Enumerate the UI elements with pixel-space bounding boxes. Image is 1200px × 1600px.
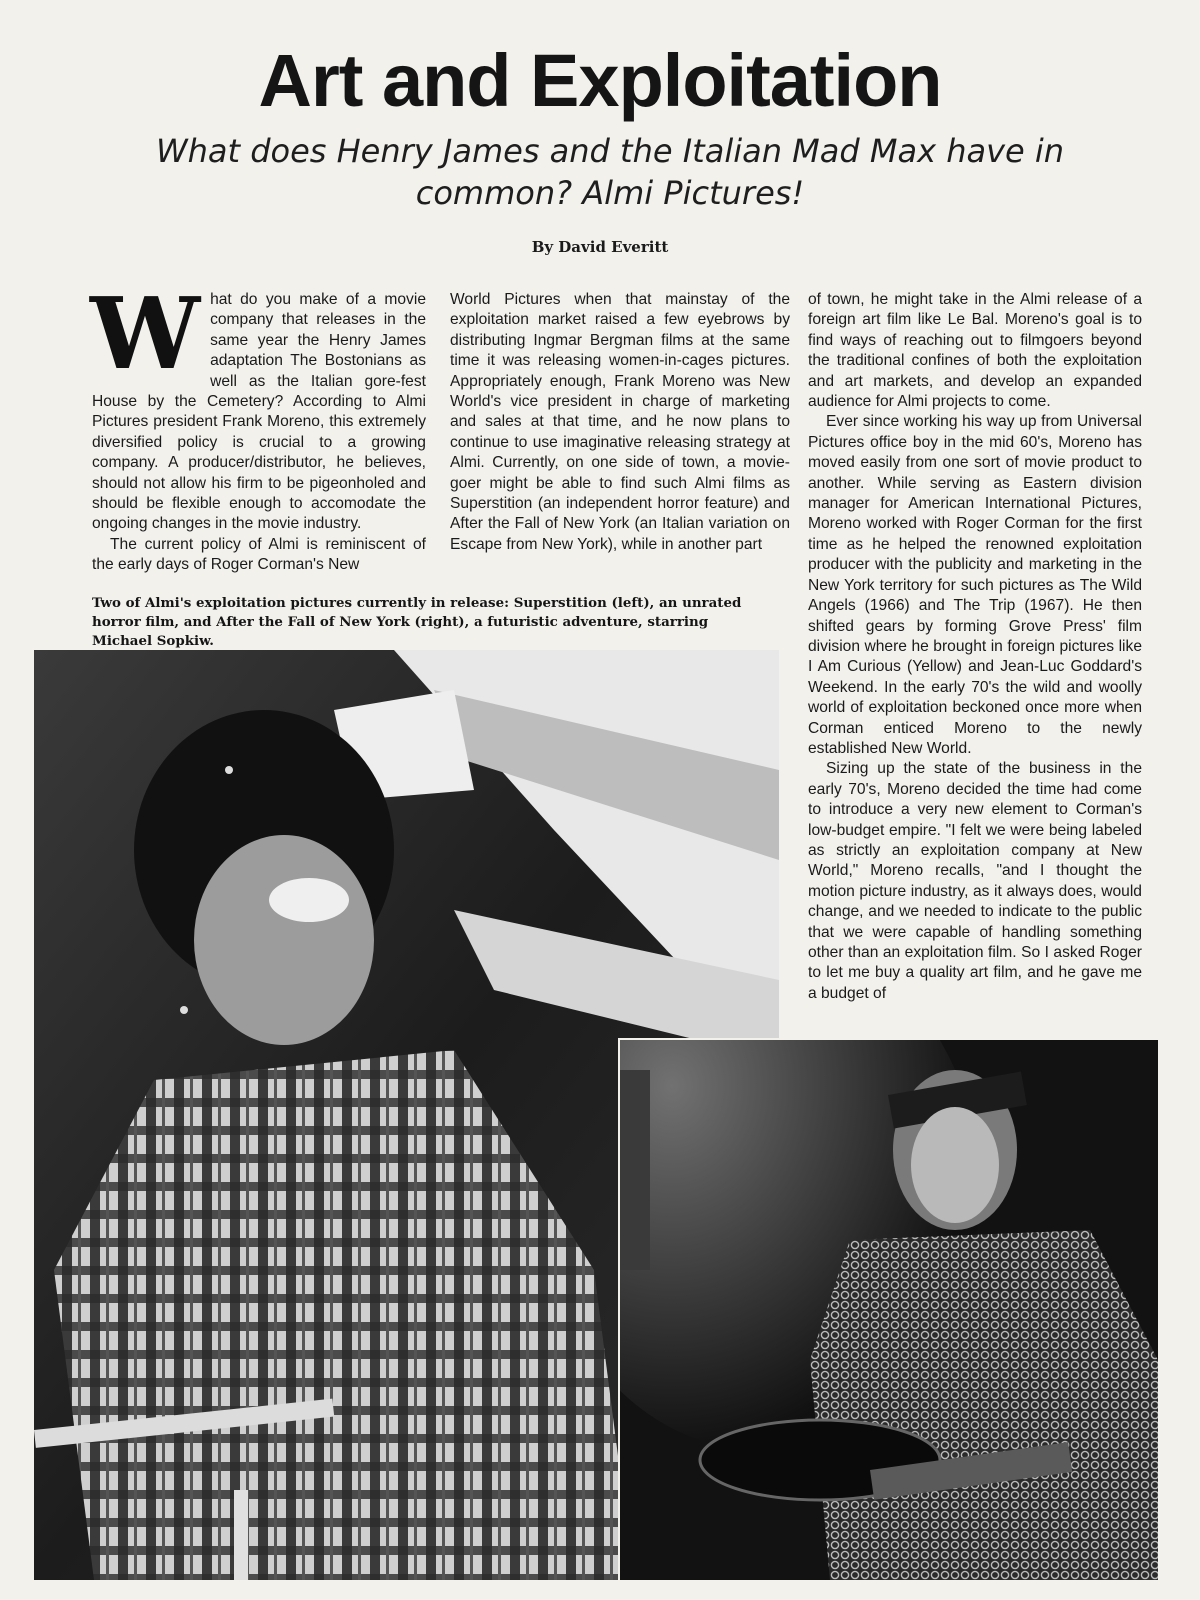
- col1-paragraph-2: The current policy of Almi is reminiscent of the early days of Roger Corman's New: [92, 535, 426, 574]
- col3-paragraph-1: of town, he might take in the Almi release of a foreign art film like Le Bal. Moreno's goal is to find ways of reaching out to filmgoers beyond the traditional confines of both the exploitation and art markets, and develop an expanded audience for Almi projects to come.: [808, 291, 1142, 411]
- col3-paragraph-3: Sizing up the state of the business in the early 70's, Moreno decided the time had come to introduce a very new element to Corman's low-budget empire. "I felt we were being labeled as strictly an exploitation company at New World," Moreno recalls, "and I thought the motion picture industry, as it always does, would change, and we needed to indicate to the public that we were capable of handling something other than an exploitation film. So I asked Roger to let me buy a quality art film, and he gave me a budget of: [808, 760, 1142, 1002]
- text-column-2: [450, 290, 790, 580]
- article-byline: By David Everitt: [531, 238, 669, 256]
- drop-cap: W: [90, 277, 201, 392]
- photo-caption: Two of Almi's exploitation pictures currently in release: Superstition (left), an unrated horror film, and After the Fall of New York (right), a futuristic adventure, starring Michael Sopkiw.: [92, 595, 742, 649]
- article-title: Art and Exploitation: [258, 39, 942, 122]
- text-column-3: [808, 290, 1142, 1035]
- article-subtitle: What does Henry James and the Italian Mad Max have in common? Almi Pictures!: [155, 132, 1065, 212]
- col3-paragraph-2: Ever since working his way up from Universal Pictures office boy in the mid 60's, Moreno has moved easily from one sort of movie product to another. While serving as Eastern division manager for American International Pictures, Moreno worked with Roger Corman for the first time as he helped the renowned exploitation producer with the publicity and marketing in the New York territory for such pictures as The Wild Angels (1966) and The Trip (1967). He then shifted gears by forming Grove Press' film division where he brought in foreign pictures like I Am Curious (Yellow) and Jean-Luc Goddard's Weekend. In the early 70's the wild and woolly world of exploitation beckoned once more when Corman enticed Moreno to the newly established New World.: [808, 413, 1142, 757]
- text-column-1: [90, 277, 426, 590]
- after-the-fall-photo-art: [620, 1040, 1158, 1580]
- col1-paragraph-1: hat do you make of a movie company that releases in the same year the Henry James adaptation The Bostonians as well as the Italian gore-fest House by the Cemetery? According to Almi Pictures president Frank Moreno, this extremely diversified policy is crucial to a growing company. A producer/distributor, he believes, should not allow his firm to be pigeonholed and should be flexible enough to accomodate the ongoing changes in the movie industry.: [92, 291, 426, 533]
- col2-paragraph-1: World Pictures when that mainstay of the exploitation market raised a few eyebrows by distributing Ingmar Bergman films at the same time it was releasing women-in-cages pictures. Appropriately enough, Frank Moreno was New World's vice president in charge of marketing and sales at that time, and he now plans to continue to use imaginative releasing strategy at Almi. Currently, on one side of town, a movie-goer might be able to find such Almi films as Superstition (an independent horror feature) and After the Fall of New York (an Italian variation on Escape from New York), while in another part: [450, 291, 790, 553]
- after-the-fall-photo: [618, 1038, 1160, 1582]
